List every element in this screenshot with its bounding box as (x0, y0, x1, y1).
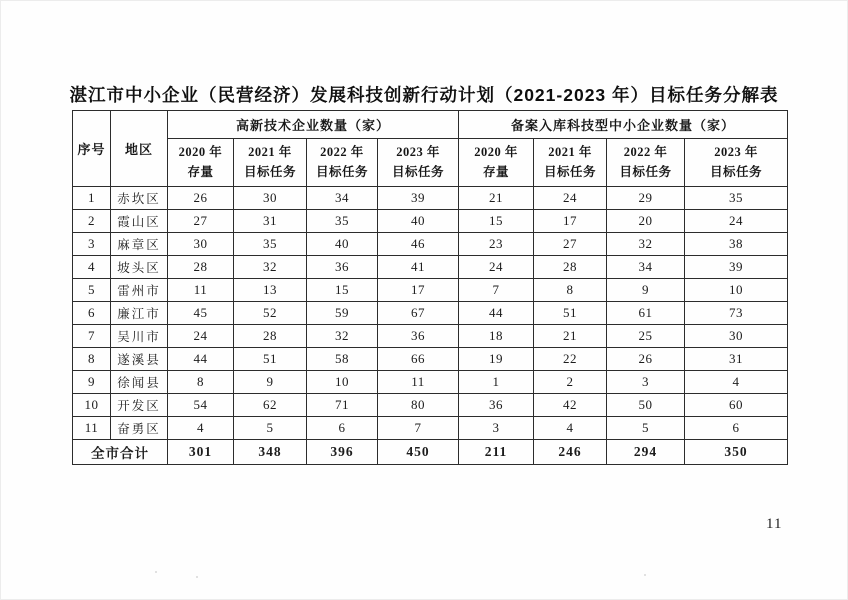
value-cell: 29 (607, 187, 685, 210)
value-cell: 58 (307, 348, 378, 371)
value-cell: 71 (307, 394, 378, 417)
value-cell: 67 (378, 302, 459, 325)
page-number: 11 (766, 516, 783, 532)
value-cell: 26 (607, 348, 685, 371)
value-cell: 5 (234, 417, 307, 440)
value-cell: 22 (534, 348, 607, 371)
value-cell: 51 (534, 302, 607, 325)
value-cell: 7 (378, 417, 459, 440)
region-cell: 麻章区 (111, 233, 168, 256)
table-row (73, 187, 788, 210)
value-cell: 3 (459, 417, 534, 440)
value-cell: 28 (168, 256, 234, 279)
document-title: 湛江市中小企业（民营经济）发展科技创新行动计划（2021-2023 年）目标任务分解表 (69, 85, 779, 105)
total-value-cell: 396 (307, 440, 378, 465)
header-group-hightech: 高新技术企业数量（家） (168, 111, 459, 139)
subheader-registered-2023-target: 2023 年 目标任务 (685, 139, 788, 187)
subheader-registered-2020-stock: 2020 年 存量 (459, 139, 534, 187)
value-cell: 35 (685, 187, 788, 210)
value-cell: 5 (607, 417, 685, 440)
value-cell: 19 (459, 348, 534, 371)
region-cell: 坡头区 (111, 256, 168, 279)
value-cell: 31 (685, 348, 788, 371)
value-cell: 36 (459, 394, 534, 417)
value-cell: 30 (234, 187, 307, 210)
total-value-cell: 350 (685, 440, 788, 465)
value-cell: 11 (168, 279, 234, 302)
value-cell: 80 (378, 394, 459, 417)
serial-cell: 10 (73, 394, 111, 417)
subheader-hightech-2021-target: 2021 年 目标任务 (234, 139, 307, 187)
value-cell: 59 (307, 302, 378, 325)
value-cell: 8 (534, 279, 607, 302)
table-row (73, 256, 788, 279)
total-value-cell: 211 (459, 440, 534, 465)
value-cell: 2 (534, 371, 607, 394)
value-cell: 24 (459, 256, 534, 279)
total-label-cell: 全市合计 (73, 440, 168, 465)
value-cell: 18 (459, 325, 534, 348)
subheader-registered-2022-target: 2022 年 目标任务 (607, 139, 685, 187)
value-cell: 4 (685, 371, 788, 394)
region-cell: 赤坎区 (111, 187, 168, 210)
value-cell: 40 (378, 210, 459, 233)
region-cell: 雷州市 (111, 279, 168, 302)
region-cell: 廉江市 (111, 302, 168, 325)
serial-cell: 11 (73, 417, 111, 440)
value-cell: 66 (378, 348, 459, 371)
region-cell: 霞山区 (111, 210, 168, 233)
serial-cell: 2 (73, 210, 111, 233)
value-cell: 21 (534, 325, 607, 348)
value-cell: 60 (685, 394, 788, 417)
value-cell: 27 (534, 233, 607, 256)
value-cell: 46 (378, 233, 459, 256)
subheader-hightech-2020-stock: 2020 年 存量 (168, 139, 234, 187)
value-cell: 42 (534, 394, 607, 417)
value-cell: 24 (534, 187, 607, 210)
value-cell: 20 (607, 210, 685, 233)
total-value-cell: 348 (234, 440, 307, 465)
region-cell: 开发区 (111, 394, 168, 417)
value-cell: 45 (168, 302, 234, 325)
table-row (73, 417, 788, 440)
value-cell: 40 (307, 233, 378, 256)
value-cell: 52 (234, 302, 307, 325)
header-serial: 序号 (73, 111, 111, 187)
value-cell: 35 (307, 210, 378, 233)
value-cell: 6 (685, 417, 788, 440)
value-cell: 21 (459, 187, 534, 210)
value-cell: 1 (459, 371, 534, 394)
header-group-registered: 备案入库科技型中小企业数量（家） (459, 111, 788, 139)
total-value-cell: 294 (607, 440, 685, 465)
scan-artifact (196, 576, 198, 578)
value-cell: 28 (534, 256, 607, 279)
value-cell: 41 (378, 256, 459, 279)
scan-artifact (644, 574, 646, 576)
value-cell: 4 (168, 417, 234, 440)
header-region: 地区 (111, 111, 168, 187)
value-cell: 34 (607, 256, 685, 279)
subheader-hightech-2023-target: 2023 年 目标任务 (378, 139, 459, 187)
region-cell: 奋勇区 (111, 417, 168, 440)
scan-artifact (155, 571, 157, 573)
table-row (73, 279, 788, 302)
region-cell: 吴川市 (111, 325, 168, 348)
serial-cell: 7 (73, 325, 111, 348)
value-cell: 25 (607, 325, 685, 348)
table-row (73, 348, 788, 371)
region-cell: 徐闻县 (111, 371, 168, 394)
value-cell: 23 (459, 233, 534, 256)
target-task-table (72, 110, 788, 465)
value-cell: 26 (168, 187, 234, 210)
value-cell: 11 (378, 371, 459, 394)
value-cell: 34 (307, 187, 378, 210)
serial-cell: 6 (73, 302, 111, 325)
value-cell: 32 (307, 325, 378, 348)
value-cell: 17 (378, 279, 459, 302)
total-value-cell: 246 (534, 440, 607, 465)
value-cell: 27 (168, 210, 234, 233)
value-cell: 10 (307, 371, 378, 394)
value-cell: 39 (378, 187, 459, 210)
value-cell: 7 (459, 279, 534, 302)
value-cell: 62 (234, 394, 307, 417)
value-cell: 4 (534, 417, 607, 440)
table-row (73, 371, 788, 394)
value-cell: 24 (685, 210, 788, 233)
value-cell: 24 (168, 325, 234, 348)
value-cell: 36 (378, 325, 459, 348)
table-row (73, 210, 788, 233)
value-cell: 8 (168, 371, 234, 394)
value-cell: 9 (234, 371, 307, 394)
value-cell: 32 (234, 256, 307, 279)
value-cell: 54 (168, 394, 234, 417)
serial-cell: 8 (73, 348, 111, 371)
serial-cell: 4 (73, 256, 111, 279)
value-cell: 44 (459, 302, 534, 325)
value-cell: 10 (685, 279, 788, 302)
subheader-registered-2021-target: 2021 年 目标任务 (534, 139, 607, 187)
serial-cell: 9 (73, 371, 111, 394)
subheader-hightech-2022-target: 2022 年 目标任务 (307, 139, 378, 187)
value-cell: 35 (234, 233, 307, 256)
table-row (73, 302, 788, 325)
table-header (73, 111, 788, 187)
value-cell: 3 (607, 371, 685, 394)
table-row (73, 394, 788, 417)
value-cell: 39 (685, 256, 788, 279)
value-cell: 73 (685, 302, 788, 325)
value-cell: 13 (234, 279, 307, 302)
serial-cell: 3 (73, 233, 111, 256)
value-cell: 28 (234, 325, 307, 348)
value-cell: 50 (607, 394, 685, 417)
value-cell: 44 (168, 348, 234, 371)
value-cell: 9 (607, 279, 685, 302)
value-cell: 6 (307, 417, 378, 440)
serial-cell: 5 (73, 279, 111, 302)
serial-cell: 1 (73, 187, 111, 210)
table-total-row (73, 440, 788, 465)
value-cell: 61 (607, 302, 685, 325)
table-body (73, 187, 788, 465)
value-cell: 36 (307, 256, 378, 279)
region-cell: 遂溪县 (111, 348, 168, 371)
value-cell: 30 (168, 233, 234, 256)
value-cell: 31 (234, 210, 307, 233)
value-cell: 30 (685, 325, 788, 348)
total-value-cell: 450 (378, 440, 459, 465)
value-cell: 15 (459, 210, 534, 233)
value-cell: 51 (234, 348, 307, 371)
value-cell: 32 (607, 233, 685, 256)
table-row (73, 233, 788, 256)
value-cell: 38 (685, 233, 788, 256)
value-cell: 17 (534, 210, 607, 233)
table-row (73, 325, 788, 348)
value-cell: 15 (307, 279, 378, 302)
total-value-cell: 301 (168, 440, 234, 465)
